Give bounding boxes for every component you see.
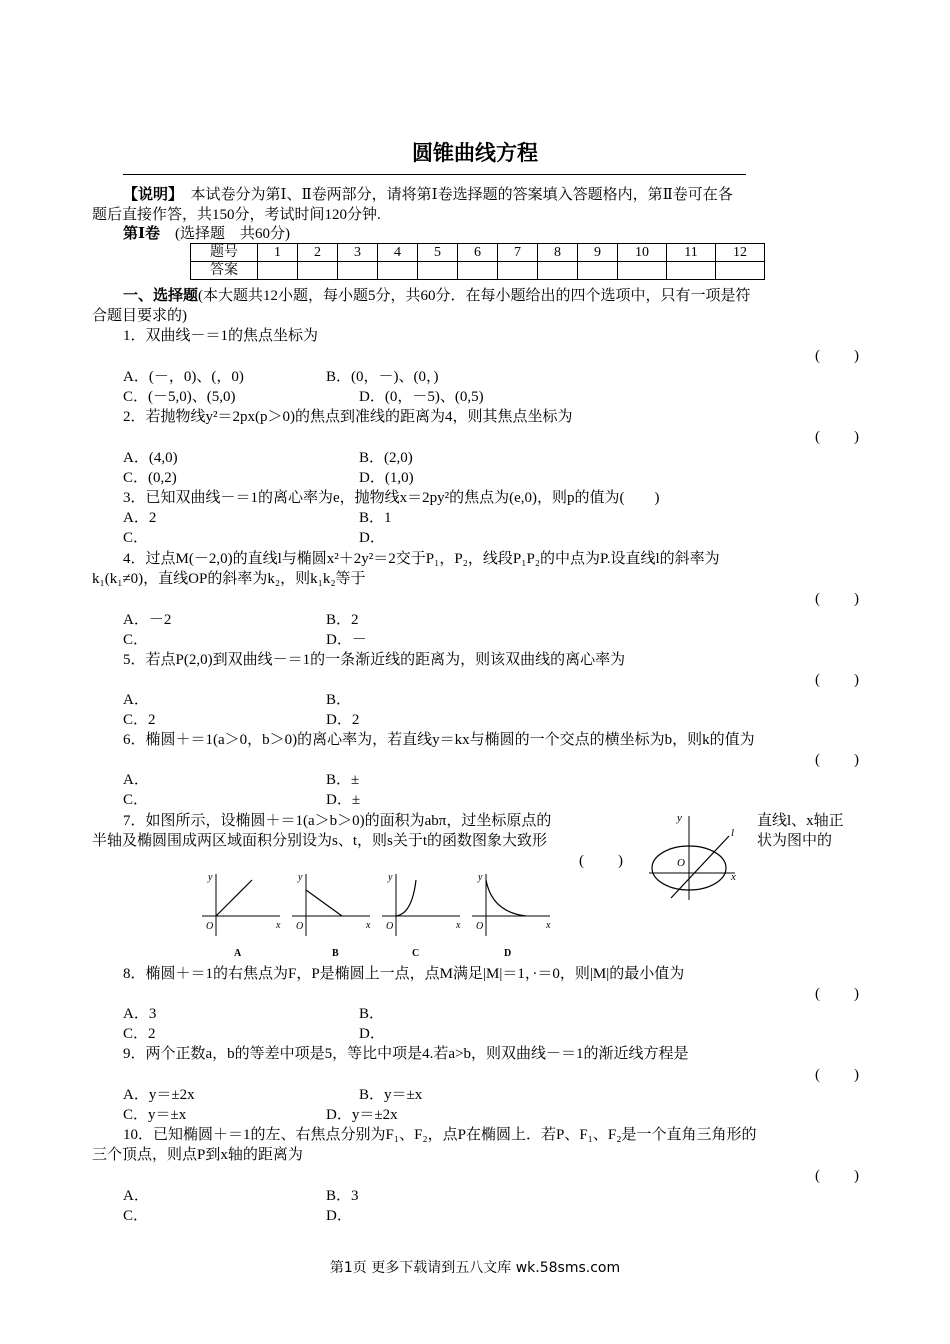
answer-table-number: 7 xyxy=(498,244,538,262)
graph-y-label: y xyxy=(388,872,393,883)
q7-graph-c xyxy=(376,866,466,958)
q6-option-b: B．± xyxy=(326,772,360,788)
q7-answer-paren[interactable] xyxy=(579,851,623,871)
q2-option-b: B．(2,0) xyxy=(359,450,413,466)
q6-option-d: D．± xyxy=(326,792,361,808)
q4-option-b: B．2 xyxy=(326,612,359,628)
paren-open: ( xyxy=(815,1168,820,1184)
section1-desc-2: 合题目要求的) xyxy=(92,308,187,324)
q10-answer-paren[interactable] xyxy=(815,1166,859,1186)
q5-answer-paren[interactable] xyxy=(815,670,859,690)
graph-origin-label: O xyxy=(206,921,214,932)
q1-option-a: A．(－，0)、(，0) xyxy=(123,369,244,385)
q3-option-b: B．1 xyxy=(359,510,392,526)
q3-option-d: D． xyxy=(359,530,385,546)
part1-label: 第Ⅰ卷 xyxy=(123,226,161,242)
q8-option-d: D． xyxy=(359,1026,385,1042)
answer-cell[interactable] xyxy=(418,262,458,280)
q4-option-a: A．－2 xyxy=(123,612,172,628)
q9-option-c: C．y＝±x xyxy=(123,1107,187,1123)
q9-option-d: D．y＝±2x xyxy=(326,1107,398,1123)
figure-y-label: y xyxy=(677,812,682,824)
answer-cell[interactable] xyxy=(618,262,667,280)
graph-option-label: C xyxy=(412,948,420,958)
paren-close: ) xyxy=(854,429,859,445)
graph-curve xyxy=(216,880,252,916)
q9-stem: 9．两个正数a，b的等差中项是5，等比中项是4.若a>b，则双曲线－＝1的渐近线方程是 xyxy=(123,1046,689,1062)
answer-table-number: 1 xyxy=(258,244,298,262)
q1-option-d: D．(0，－5)、(0,5) xyxy=(359,389,484,405)
q2-option-c: C．(0,2) xyxy=(123,470,177,486)
answer-cell[interactable] xyxy=(378,262,418,280)
graph-curve xyxy=(486,880,526,916)
answer-table-number: 6 xyxy=(458,244,498,262)
intro-text-2: 题后直接作答，共150分，考试时间120分钟. xyxy=(92,207,381,223)
answer-cell[interactable] xyxy=(498,262,538,280)
graph-curve xyxy=(306,890,342,916)
paren-close: ) xyxy=(854,591,859,607)
graph-x-label: x xyxy=(456,920,461,931)
section1-desc-1: (本大题共12小题，每小题5分，共60分．在每小题给出的四个选项中，只有一项是符 xyxy=(198,288,751,304)
answer-cell[interactable] xyxy=(716,262,765,280)
answer-table-number: 12 xyxy=(716,244,765,262)
paren-open: ( xyxy=(815,1067,820,1083)
graph-option-label: A xyxy=(234,948,242,958)
q5-stem: 5．若点P(2,0)到双曲线－＝1的一条渐近线的距离为，则该双曲线的离心率为 xyxy=(123,652,626,668)
paren-close: ) xyxy=(854,348,859,364)
answer-table-number: 2 xyxy=(298,244,338,262)
q7-stem-1: 7．如图所示，设椭圆＋＝1(a＞b＞0)的面积为abπ，过坐标原点的 xyxy=(123,813,552,829)
figure-x-label: x xyxy=(731,871,736,883)
answer-table-answer-label: 答案 xyxy=(191,262,258,280)
answer-table-number: 9 xyxy=(578,244,618,262)
q10-option-d: D． xyxy=(326,1208,352,1224)
paren-close: ) xyxy=(854,752,859,768)
q10-stem-2: 三个顶点，则点P到x轴的距离为 xyxy=(92,1147,303,1163)
page-title: 圆锥曲线方程 xyxy=(412,141,538,165)
answer-table-number: 3 xyxy=(338,244,378,262)
paren-open: ( xyxy=(815,348,820,364)
q4-option-d: D．－ xyxy=(326,632,367,648)
paren-open: ( xyxy=(815,752,820,768)
q1-stem: 1．双曲线－＝1的焦点坐标为 xyxy=(123,328,319,344)
q5-option-c: C．2 xyxy=(123,712,156,728)
q4-option-c: C． xyxy=(123,632,149,648)
paren-open: ( xyxy=(815,429,820,445)
answer-cell[interactable] xyxy=(578,262,618,280)
q6-answer-paren[interactable] xyxy=(815,750,859,770)
q7-ellipse-figure xyxy=(643,808,743,903)
q4-stem-1: 4．过点M(－2,0)的直线l与椭圆x²＋2y²＝2交于P₁，P₂，线段P₁P₂的中点为P.设直线l的斜率为 xyxy=(123,551,720,567)
q10-stem-1: 10．已知椭圆＋＝1的左、右焦点分别为F₁、F₂，点P在椭圆上．若P、F₁、F₂是一个直角三角形的 xyxy=(123,1127,757,1143)
q7-stem-2-right: 状为图中的 xyxy=(757,833,833,849)
q7-stem-1-right: 直线l、x轴正 xyxy=(757,813,844,829)
answer-cell[interactable] xyxy=(258,262,298,280)
answer-cell[interactable] xyxy=(298,262,338,280)
answer-table-number: 8 xyxy=(538,244,578,262)
answer-table-header-row xyxy=(191,244,765,262)
graph-x-label: x xyxy=(276,920,281,931)
answer-table-header-label: 题号 xyxy=(191,244,258,262)
q2-answer-paren[interactable] xyxy=(815,427,859,447)
q3-option-c: C． xyxy=(123,530,149,546)
answer-table-number: 10 xyxy=(618,244,667,262)
q3-option-a: A．2 xyxy=(123,510,157,526)
answer-cell[interactable] xyxy=(667,262,716,280)
q3-stem: 3．已知双曲线－＝1的离心率为e，抛物线x＝2py²的焦点为(e,0)，则p的值为( ) xyxy=(123,490,660,506)
q5-option-b: B． xyxy=(326,692,352,708)
answer-cell[interactable] xyxy=(458,262,498,280)
q2-option-d: D．(1,0) xyxy=(359,470,414,486)
intro-text-1: 本试卷分为第Ⅰ、Ⅱ卷两部分，请将第Ⅰ卷选择题的答案填入答题格内，第Ⅱ卷可在各 xyxy=(175,187,733,203)
page-footer: 第1页 更多下载请到五八文库 wk.58sms.com xyxy=(329,1260,621,1276)
intro-line-1 xyxy=(123,185,733,205)
q8-stem: 8．椭圆＋＝1的右焦点为F，P是椭圆上一点，点M满足|M|＝1，·＝0，则|M|的最小值为 xyxy=(123,966,685,982)
answer-cell[interactable] xyxy=(338,262,378,280)
q4-stem-2: k₁(k₁≠0)，直线OP的斜率为k₂，则k₁k₂等于 xyxy=(92,571,366,587)
graph-origin-label: O xyxy=(296,921,304,932)
figure-l-label: l xyxy=(731,827,735,839)
paren-close: ) xyxy=(854,1168,859,1184)
q8-option-b: B． xyxy=(359,1006,385,1022)
title-rule xyxy=(123,174,746,175)
paren-open: ( xyxy=(579,853,584,869)
q10-option-a: A． xyxy=(123,1188,149,1204)
q1-option-c: C．(－5,0)、(5,0) xyxy=(123,389,236,405)
answer-cell[interactable] xyxy=(538,262,578,280)
q2-stem: 2．若抛物线y²＝2px(p＞0)的焦点到准线的距离为4，则其焦点坐标为 xyxy=(123,409,573,425)
figure-origin-label: O xyxy=(677,857,685,869)
paren-close: ) xyxy=(854,986,859,1002)
graph-y-label: y xyxy=(298,872,303,883)
paren-open: ( xyxy=(815,672,820,688)
q7-graph-b xyxy=(286,866,376,958)
part1-heading xyxy=(123,224,290,244)
q7-stem-2: 半轴及椭圆围成两区域面积分别设为s、t，则s关于t的函数图象大致形 xyxy=(92,833,548,849)
paren-close: ) xyxy=(618,853,623,869)
graph-origin-label: O xyxy=(386,921,394,932)
paren-open: ( xyxy=(815,591,820,607)
paren-close: ) xyxy=(854,672,859,688)
graph-option-label: B xyxy=(332,948,339,958)
answer-table-number: 5 xyxy=(418,244,458,262)
section1-line-1 xyxy=(123,286,751,306)
q9-answer-paren[interactable] xyxy=(815,1065,859,1085)
graph-y-label: y xyxy=(208,872,213,883)
graph-origin-label: O xyxy=(476,921,484,932)
q9-option-b: B．y＝±x xyxy=(359,1087,423,1103)
q1-option-b: B．(0，－)、(0，) xyxy=(326,369,439,385)
answer-table-number: 4 xyxy=(378,244,418,262)
q6-option-a: A． xyxy=(123,772,149,788)
q9-option-a: A．y＝±2x xyxy=(123,1087,195,1103)
answer-table-number: 11 xyxy=(667,244,716,262)
graph-y-label: y xyxy=(478,872,483,883)
paren-open: ( xyxy=(815,986,820,1002)
graph-x-label: x xyxy=(366,920,371,931)
q5-option-d: D．2 xyxy=(326,712,360,728)
q7-graph-a xyxy=(196,866,286,958)
q5-option-a: A． xyxy=(123,692,149,708)
section1-heading: 一、选择题 xyxy=(123,288,199,304)
q10-option-c: C． xyxy=(123,1208,149,1224)
intro-label: 【说明】 xyxy=(123,187,176,203)
q6-stem: 6．椭圆＋＝1(a＞0，b＞0)的离心率为，若直线y＝kx与椭圆的一个交点的横坐标为b，则k的值为 xyxy=(123,732,755,748)
q1-answer-paren[interactable] xyxy=(815,346,859,366)
q2-option-a: A．(4,0) xyxy=(123,450,178,466)
answer-table-answer-row xyxy=(191,262,765,280)
q8-option-c: C．2 xyxy=(123,1026,156,1042)
q4-answer-paren[interactable] xyxy=(815,589,859,609)
graph-curve xyxy=(396,880,416,916)
q8-option-a: A．3 xyxy=(123,1006,157,1022)
part1-note: (选择题 共60分) xyxy=(175,226,291,242)
q10-option-b: B．3 xyxy=(326,1188,359,1204)
graph-option-label: D xyxy=(504,948,512,958)
q7-graph-d xyxy=(466,866,556,958)
graph-x-label: x xyxy=(546,920,551,931)
q8-answer-paren[interactable] xyxy=(815,984,859,1004)
paren-close: ) xyxy=(854,1067,859,1083)
q6-option-c: C． xyxy=(123,792,149,808)
answer-table xyxy=(190,243,765,280)
